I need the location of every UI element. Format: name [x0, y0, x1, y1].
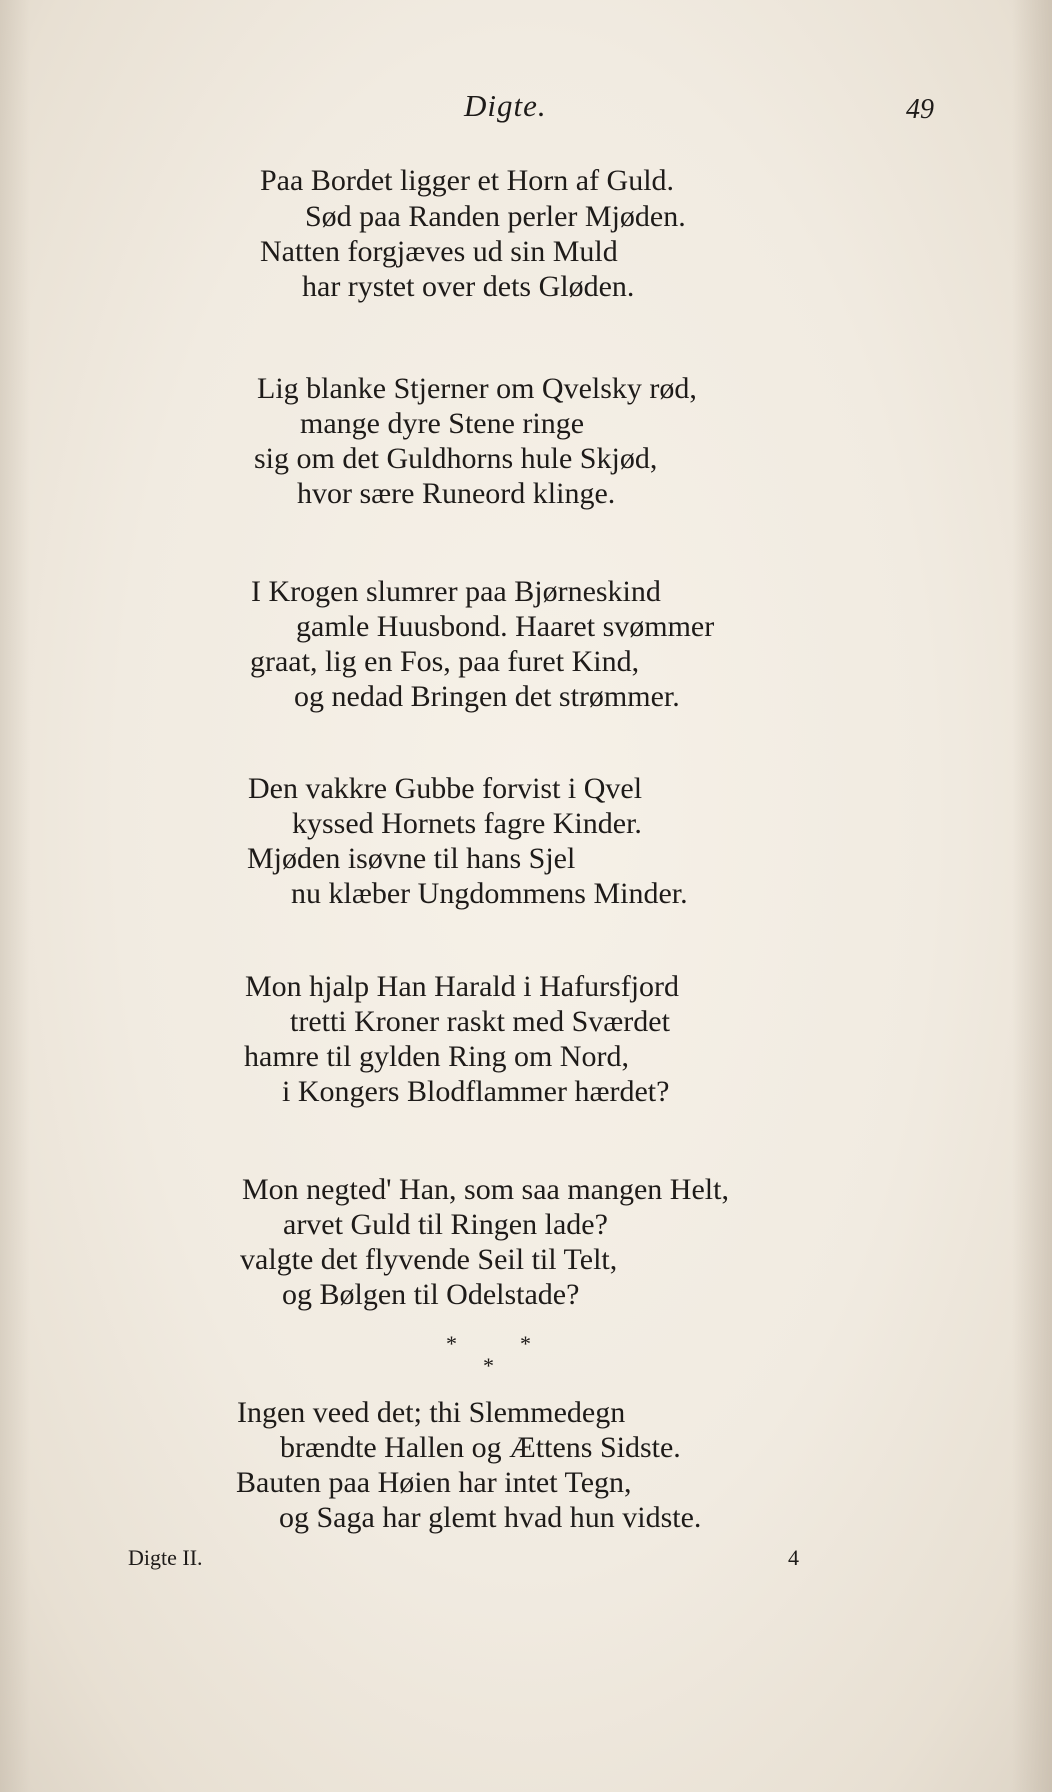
asterism-star: *: [446, 1331, 457, 1356]
poem-line: i Kongers Blodflammer hærdet?: [282, 1075, 670, 1108]
signature-mark: Digte II.: [128, 1545, 203, 1570]
poem-line: Mon hjalp Han Harald i Hafursfjord: [245, 970, 680, 1003]
asterism-star: *: [483, 1353, 494, 1378]
asterism-star: *: [520, 1331, 531, 1356]
poem-line: Den vakkre Gubbe forvist i Qvel: [248, 772, 643, 805]
poem-line: arvet Guld til Ringen lade?: [283, 1208, 608, 1241]
poem-line: mange dyre Stene ringe: [300, 407, 585, 440]
poem-line: nu klæber Ungdommens Minder.: [291, 877, 688, 910]
poem-line: Paa Bordet ligger et Horn af Guld.: [260, 164, 675, 197]
poem-line: graat, lig en Fos, paa furet Kind,: [250, 645, 640, 678]
poem-line: kyssed Hornets fagre Kinder.: [292, 807, 642, 840]
running-title: Digte.: [464, 88, 547, 123]
page-edge-shadow-right: [1012, 0, 1052, 1792]
poem-line: og nedad Bringen det strømmer.: [294, 680, 680, 713]
poem-line: valgte det flyvende Seil til Telt,: [240, 1243, 618, 1276]
poem-line: I Krogen slumrer paa Bjørneskind: [251, 575, 661, 608]
poem-line: tretti Kroner raskt med Sværdet: [290, 1005, 670, 1038]
poem-line: brændte Hallen og Ættens Sidste.: [280, 1431, 681, 1464]
poem-line: og Bølgen til Odelstade?: [282, 1278, 580, 1311]
poem-line: Ingen veed det; thi Slemmedegn: [237, 1396, 626, 1429]
poem-line: sig om det Guldhorns hule Skjød,: [254, 442, 658, 475]
page-edge-shadow-left: [0, 0, 30, 1792]
poem-line: Bauten paa Høien har intet Tegn,: [236, 1466, 632, 1499]
poem-line: Mon negted' Han, som saa mangen Helt,: [242, 1173, 729, 1206]
sheet-number: 4: [788, 1545, 799, 1570]
poem-line: har rystet over dets Gløden.: [302, 270, 635, 303]
poem-line: hamre til gylden Ring om Nord,: [244, 1040, 629, 1073]
poem-line: hvor sære Runeord klinge.: [297, 477, 616, 510]
poem-line: og Saga har glemt hvad hun vidste.: [279, 1501, 702, 1534]
poem-line: Mjøden isøvne til hans Sjel: [247, 842, 576, 875]
poem-line: Sød paa Randen perler Mjøden.: [305, 200, 686, 233]
poem-line: gamle Huusbond. Haaret svømmer: [296, 610, 715, 643]
poem-line: Lig blanke Stjerner om Qvelsky rød,: [257, 372, 697, 405]
poem-line: Natten forgjæves ud sin Muld: [260, 235, 618, 268]
page-number: 49: [906, 94, 934, 125]
